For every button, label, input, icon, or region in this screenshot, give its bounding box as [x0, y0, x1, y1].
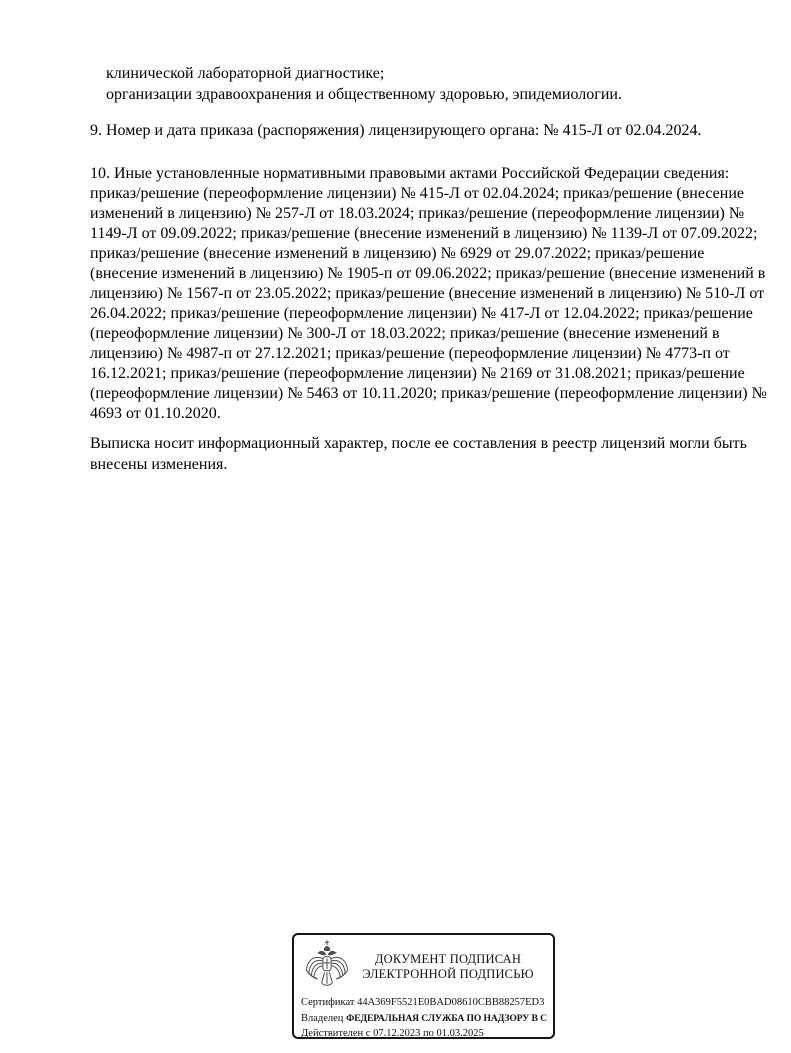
owner-label: Владелец — [301, 1012, 344, 1024]
stamp-title — [353, 952, 547, 982]
certificate-label: Сертификат — [301, 997, 355, 1008]
work-types-list — [90, 63, 772, 105]
owner-row — [301, 1011, 547, 1027]
stamp-header — [301, 938, 547, 995]
owner-name: ФЕДЕРАЛЬНАЯ СЛУЖБА ПО НАДЗОРУ В С — [346, 1012, 547, 1024]
certificate-number: 44A369F5521E0BAD08610CBB88257ED3 — [357, 997, 545, 1008]
disclaimer-note: Выписка носит информационный характер, после ее составления в реестр лицензий могли быть внесены изменения. — [90, 435, 747, 473]
item-9-order-number: 9. Номер и дата приказа (распоряжения) лицензирующего органа: № 415-⁠Л от 02.04.2024. — [90, 122, 702, 139]
work-type-item: клинической лабораторной диагностике; — [106, 65, 385, 82]
validity-row: Действителен с 07.12.2023 по 01.03.2025 — [301, 1028, 484, 1039]
stamp-title-line: ЭЛЕКТРОННОЙ ПОДПИСЬЮ — [362, 966, 534, 981]
federal-service-eagle-emblem-icon — [301, 939, 353, 995]
work-type-item: организации здравоохранения и общественному здоровью, эпидемиологии. — [106, 86, 622, 103]
certificate-row — [301, 995, 547, 1011]
stamp-title-line: ДОКУМЕНТ ПОДПИСАН — [374, 951, 522, 966]
electronic-signature-stamp — [292, 933, 555, 1039]
item-10-other-information: 10. Иные установленные нормативными правовыми актами Российской Федерации сведения: приказ/⁠решение (переоформление лицензии) № 415-⁠Л от 02.04.2024; приказ/⁠решение (внесение изменений в лицензию) № 257-⁠Л от 18.03.2024; приказ/⁠решение (переоформление лицензии) № 1149-⁠Л от 09.09.2022; приказ/⁠решение (внесение изменений в лицензию) № 1139-⁠Л от 07.09.2022; приказ/⁠решение (внесение изменений в лицензию) № 6929 от 29.07.2022; приказ/⁠решение (внесение изменений в лицензию) № 1905-⁠п от 09.06.2022; приказ/⁠решение (внесение изменений в лицензию) № 1567-⁠п от 23.05.2022; приказ/⁠решение (внесение изменений в лицензию) № 510-⁠Л от 26.04.2022; приказ/⁠решение (переоформление лицензии) № 417-⁠Л от 12.04.2022; приказ/⁠решение (переоформление лицензии) № 300-⁠Л от 18.03.2022; приказ/⁠решение (внесение изменений в лицензию) № 4987-⁠п от 27.12.2021; приказ/⁠решение (переоформление лицензии) № 4773-⁠п от 16.12.2021; приказ/⁠решение (переоформление лицензии) № 2169 от 31.08.2021; приказ/⁠решение (переоформление лицензии) № 5463 от 10.11.2020; приказ/⁠решение (переоформление лицензии) № 4693 от 01.10.2020. — [90, 165, 767, 422]
